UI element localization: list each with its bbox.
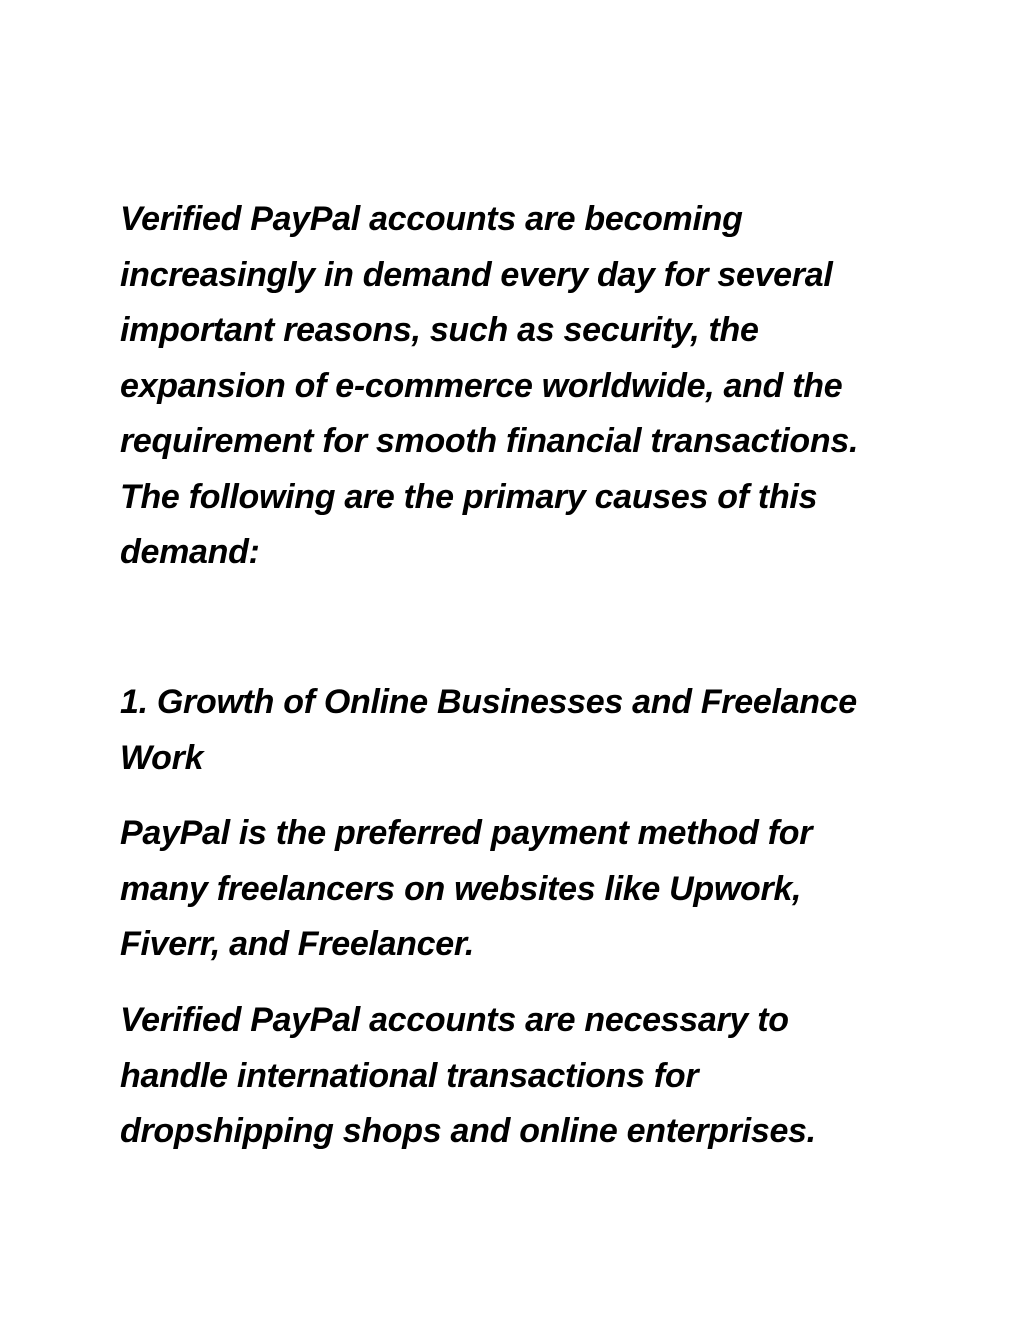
section-heading-line: 1. Growth of Online Businesses and Freelance (120, 683, 857, 721)
paragraph-line: Fiverr, and Freelancer. (120, 925, 475, 963)
intro-line: The following are the primary causes of this (120, 477, 818, 516)
intro-line: important reasons, such as security, the (120, 311, 759, 349)
intro-line: increasingly in demand every day for several (120, 255, 833, 294)
intro-line: expansion of e-commerce worldwide, and the (120, 366, 843, 405)
intro-paragraph (120, 192, 920, 581)
intro-line: Verified PayPal accounts are becoming (120, 200, 743, 238)
intro-line: demand: (120, 533, 260, 571)
paragraph-line: PayPal is the preferred payment method for (120, 814, 813, 852)
paragraph-line: dropshipping shops and online enterprises. (120, 1112, 816, 1150)
section-heading (120, 675, 920, 786)
freelancer-paragraph (120, 806, 920, 973)
paragraph-line: Verified PayPal accounts are necessary to (120, 1001, 789, 1039)
paragraph-line: many freelancers on websites like Upwork, (120, 869, 802, 908)
paragraph-line: handle international transactions for (120, 1056, 699, 1095)
intro-line: requirement for smooth financial transactions. (120, 422, 859, 460)
section-heading-line: Work (120, 738, 204, 777)
enterprise-paragraph (120, 993, 920, 1160)
